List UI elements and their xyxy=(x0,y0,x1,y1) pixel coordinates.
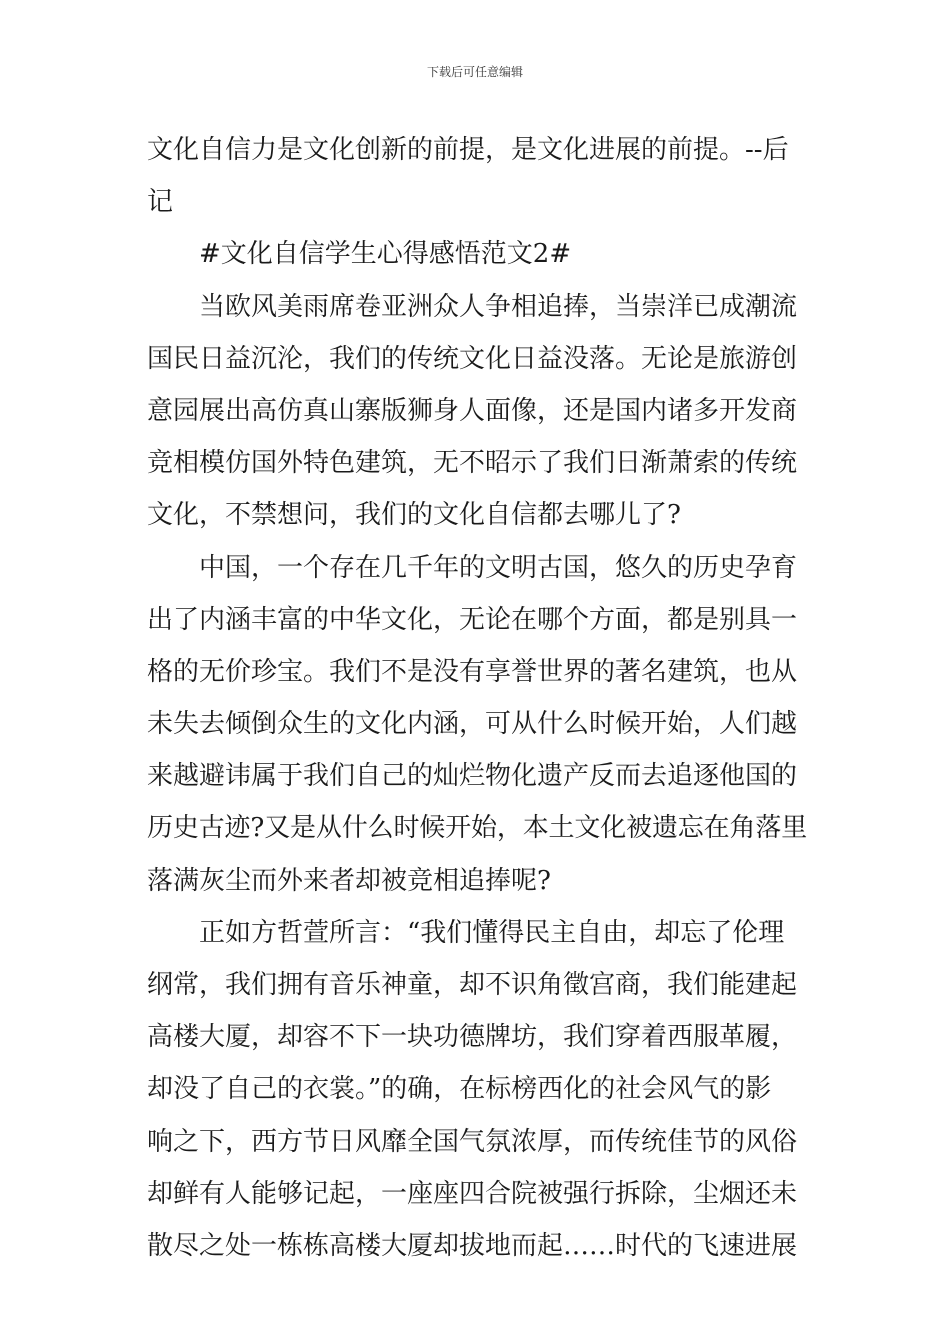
text-line: 文化自信力是文化创新的前提，是文化进展的前提。--后 xyxy=(147,135,789,165)
text-line: 正如方哲萱所言：“我们懂得民主自由，却忘了伦理 xyxy=(199,917,785,948)
text-line: 当欧风美雨席卷亚洲众人争相追捧，当崇洋已成潮流 xyxy=(199,291,798,322)
text-line: 国民日益沉沦，我们的传统文化日益没落。无论是旅游创 xyxy=(147,343,798,374)
text-line: 高楼大厦，却容不下一块功德牌坊，我们穿着西服革履， xyxy=(147,1022,798,1053)
text-line: 意园展出高仿真山寨版狮身人面像，还是国内诸多开发商 xyxy=(147,395,798,426)
text-line: 格的无价珍宝。我们不是没有享誉世界的著名建筑，也从 xyxy=(147,656,798,687)
text-line: 文化，不禁想问，我们的文化自信都去哪儿了? xyxy=(147,500,681,531)
text-line: 却鲜有人能够记起，一座座四合院被强行拆除，尘烟还未 xyxy=(147,1178,798,1209)
document-body xyxy=(147,124,807,1272)
text-line: 出了内涵丰富的中华文化，无论在哪个方面，都是别具一 xyxy=(147,604,798,635)
text-line: 历史古迹?又是从什么时候开始，本土文化被遗忘在角落里 xyxy=(147,813,808,844)
text-line: 未失去倾倒众生的文化内涵，可从什么时候开始，人们越 xyxy=(147,709,798,740)
page-header: 下载后可任意编辑 xyxy=(426,65,523,79)
text-line: 散尽之处一栋栋高楼大厦却拔地而起……时代的飞速进展 xyxy=(147,1230,798,1261)
text-line: 纲常，我们拥有音乐神童，却不识角徵宫商，我们能建起 xyxy=(147,970,798,1000)
text-line: 却没了自己的衣裳。”的确，在标榜西化的社会风气的影 xyxy=(147,1074,772,1105)
text-line: 记 xyxy=(147,187,174,218)
text-line: 来越避讳属于我们自己的灿烂物化遗产反而去追逐他国的 xyxy=(147,761,798,792)
text-line: 响之下，西方节日风靡全国气氛浓厚，而传统佳节的风俗 xyxy=(147,1126,798,1157)
text-line: 落满灰尘而外来者却被竞相追捧呢? xyxy=(147,865,551,896)
text-line: 中国，一个存在几千年的文明古国，悠久的历史孕育 xyxy=(199,552,798,583)
text-line: #文化自信学生心得感悟范文2# xyxy=(199,239,572,270)
text-line: 竞相模仿国外特色建筑，无不昭示了我们日渐萧索的传统 xyxy=(147,448,798,479)
